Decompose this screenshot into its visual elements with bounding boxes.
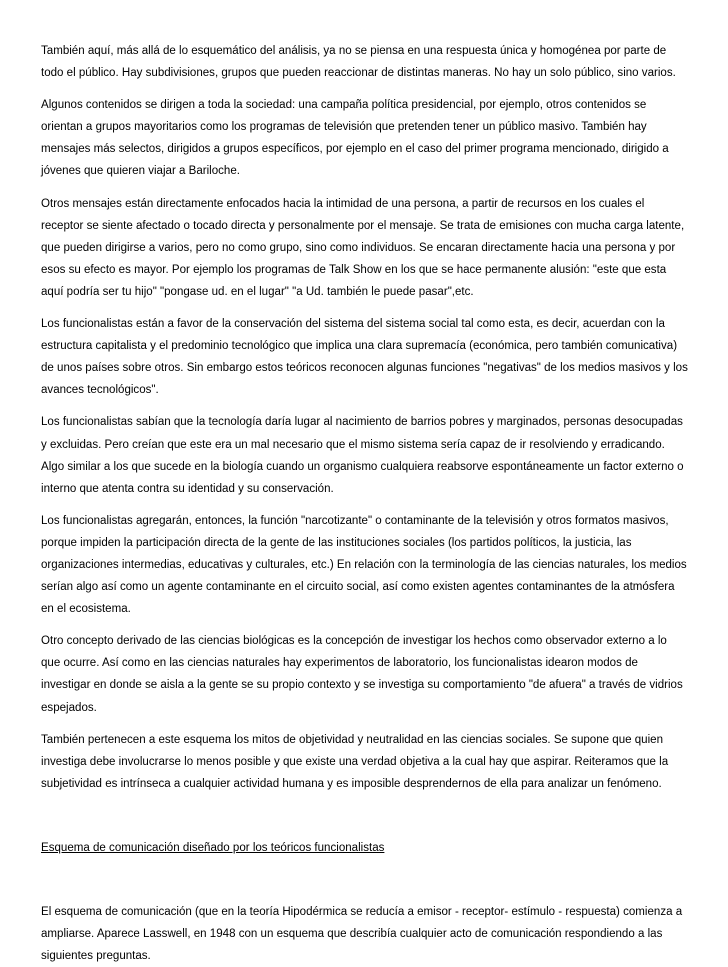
final-paragraph: El esquema de comunicación (que en la teoría Hipodérmica se reducía a emisor - receptor- estímulo - respuesta) comienza a ampliarse. Aparece Lasswell, en 1948 con un esquema que describía cualquier acto de comunicación respondiendo a las siguientes preguntas. bbox=[41, 906, 683, 963]
paragraph-4: Los funcionalistas están a favor de la conservación del sistema del sistema social tal como esta, es decir, acuerdan con la estructura capitalista y el predominio tecnológico que implica una clara supremacía (económica, pero también comunicativa) de unos países sobre otros. Sin embargo estos teóricos reconocen algunas funciones "negativas" de los medios masivos y los avances tecnológicos". bbox=[41, 318, 688, 397]
paragraph-2: Algunos contenidos se dirigen a toda la sociedad: una campaña política presidencial, por ejemplo, otros contenidos se orientan a grupos mayoritarios como los programas de televisión que pretenden tener un público masivo. También hay mensajes más selectos, dirigidos a grupos específicos, por ejemplo en el caso del primer programa mencionado, dirigido a jóvenes que quieren viajar a Bariloche. bbox=[41, 99, 669, 178]
paragraph-5: Los funcionalistas sabían que la tecnología daría lugar al nacimiento de barrios pobres y marginados, personas desocupadas y excluidas. Pero creían que este era un mal necesario que el mismo sistema sería capaz de ir resolviendo y erradicando. Algo similar a los que sucede en la biología cuando un organismo cualquiera reabsorve espontáneamente un factor externo o interno que atenta contra su identidad y su conservación. bbox=[41, 416, 684, 495]
section-heading: Esquema de comunicación diseñado por los teóricos funcionalistas bbox=[41, 841, 385, 854]
paragraph-8: También pertenecen a este esquema los mitos de objetividad y neutralidad en las ciencias sociales. Se supone que quien investiga debe involucrarse lo menos posible y que existe una verdad objetiva a la cual hay que aspirar. Reiteramos que la subjetividad es intrínseca a cualquier actividad humana y es imposible desprendernos de ella para analizar un fenómeno. bbox=[41, 733, 669, 790]
paragraph-1: También aquí, más allá de lo esquemático del análisis, ya no se piensa en una respuesta única y homogénea por parte de todo el público. Hay subdivisiones, grupos que pueden reaccionar de distintas maneras. No hay un solo público, sino varios. bbox=[41, 45, 676, 80]
paragraph-6: Los funcionalistas agregarán, entonces, la función "narcotizante" o contaminante de la televisión y otros formatos masivos, porque impiden la participación directa de la gente de las instituciones sociales (los partidos políticos, la justicia, las organizaciones intermedias, educativas y culturales, etc.) En relación con la terminología de las ciencias naturales, los medios serían algo así como un agente contaminante en el circuito social, así como existen agentes contaminantes de la atmósfera en el ecosistema. bbox=[41, 514, 687, 616]
paragraph-3: Otros mensajes están directamente enfocados hacia la intimidad de una persona, a partir de recursos en los cuales el receptor se siente afectado o tocado directa y personalmente por el mensaje. Se trata de emisiones con mucha carga latente, que pueden dirigirse a varios, pero no como grupo, sino como individuos. Se encaran directamente hacia una persona y por esos su efecto es mayor. Por ejemplo los programas de Talk Show en los que se hace permanente alusión: "este que esta aquí podría ser tu hijo" "pongase ud. en el lugar" "a Ud. también le puede pasar",etc. bbox=[41, 197, 685, 298]
paragraph-7: Otro concepto derivado de las ciencias biológicas es la concepción de investigar los hechos como observador externo a lo que ocurre. Así como en las ciencias naturales hay experimentos de laboratorio, los funcionalistas idearon modos de investigar en donde se aisla a la gente se su propio contexto y se investiga su comportamiento "de afuera" a través de vidrios espejados. bbox=[41, 635, 683, 714]
